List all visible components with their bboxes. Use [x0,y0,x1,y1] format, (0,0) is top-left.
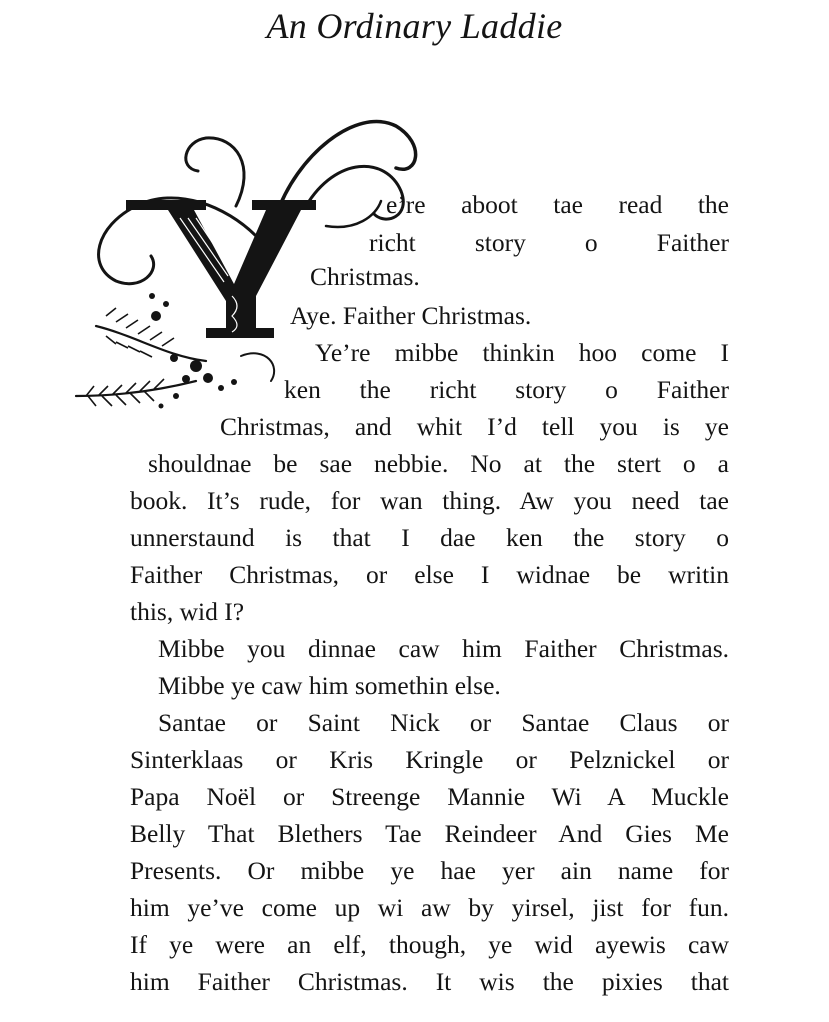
text-line: ken the richt story o Faither [284,375,729,404]
text-line: Mibbe you dinnae caw him Faither Christmas. [158,634,729,663]
text-line: Ye’re mibbe thinkin hoo come I [315,338,729,367]
text-line: unnerstaund is that I dae ken the story o [130,523,729,552]
text-line: this, wid I? [130,597,245,626]
text-line: Papa Noël or Streenge Mannie Wi A Muckle [130,782,729,811]
text-line: richt story o Faither [369,228,729,257]
text-line: him Faither Christmas. It wis the pixies that [130,967,729,996]
chapter-title: An Ordinary Laddie [266,6,563,46]
text-line: shouldnae be sae nebbie. No at the stert o a [148,449,729,478]
text-line: Santae or Saint Nick or Santae Claus or [158,708,729,737]
text-line: e’re aboot tae read the [386,190,729,219]
text-line: Christmas, and whit I’d tell you is ye [220,412,729,441]
text-line: Belly That Blethers Tae Reindeer And Gies Me [130,819,729,848]
text-line: Aye. Faither Christmas. [290,301,532,330]
text-line: Sinterklaas or Kris Kringle or Pelznickel or [130,745,729,774]
text-line: Faither Christmas, or else I widnae be writin [130,560,729,589]
text-line: Presents. Or mibbe ye hae yer ain name for [130,856,729,885]
text-line: Christmas. [310,262,420,291]
text-line: him ye’ve come up wi aw by yirsel, jist for fun. [130,893,729,922]
text-line: If ye were an elf, though, ye wid ayewis caw [130,930,729,959]
text-line: book. It’s rude, for wan thing. Aw you need tae [130,486,729,515]
text-line: Mibbe ye caw him somethin else. [158,671,501,700]
